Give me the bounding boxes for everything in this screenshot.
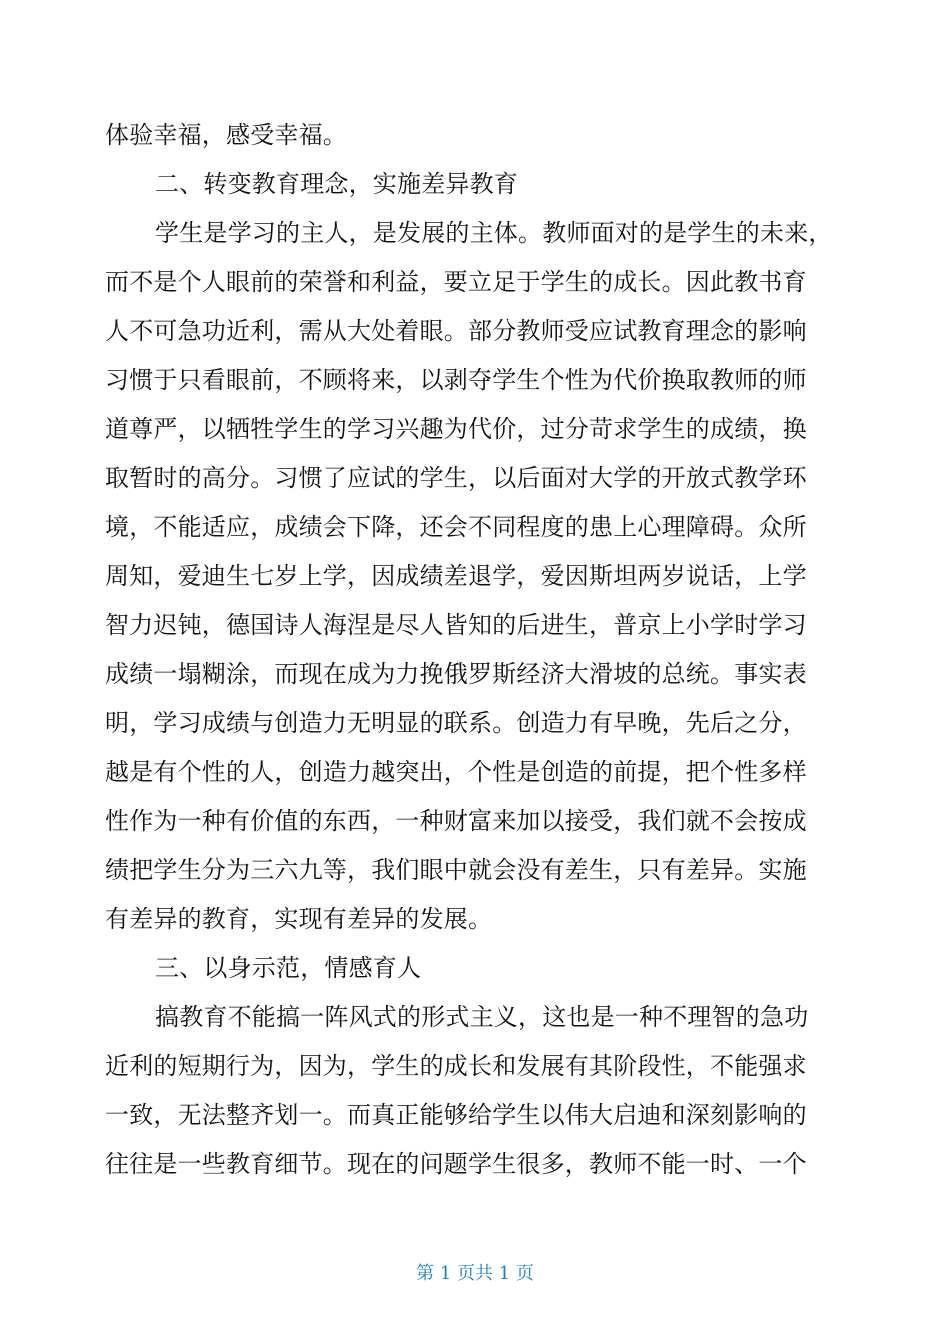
- text-line: 绩把学生分为三六九等，我们眼中就会没有差生，只有差异。实施: [105, 856, 807, 884]
- text-line: 学生是学习的主人，是发展的主体。教师面对的是学生的未来，: [155, 219, 833, 247]
- section-heading: 三、以身示范，情感育人: [155, 954, 422, 982]
- text-line: 一致，无法整齐划一。而真正能够给学生以伟大启迪和深刻影响的: [105, 1101, 807, 1129]
- section-heading: 二、转变教育理念，实施差异教育: [155, 170, 518, 198]
- text-line: 性作为一种有价值的东西，一种财富来加以接受，我们就不会按成: [105, 807, 807, 835]
- text-line: 明，学习成绩与创造力无明显的联系。创造力有早晚，先后之分，: [105, 709, 807, 737]
- page-number: 第 1 页共 1 页: [416, 1263, 534, 1284]
- text-line: 越是有个性的人，创造力越突出，个性是创造的前提，把个性多样: [105, 758, 807, 786]
- text-line: 而不是个人眼前的荣誉和利益，要立足于学生的成长。因此教书育: [105, 268, 807, 296]
- text-line: 往往是一些教育细节。现在的问题学生很多，教师不能一时、一个: [105, 1150, 807, 1178]
- text-line: 搞教育不能搞一阵风式的形式主义，这也是一种不理智的急功: [155, 1003, 809, 1031]
- text-line: 近利的短期行为，因为，学生的成长和发展有其阶段性，不能强求: [105, 1052, 807, 1080]
- text-line: 人不可急功近利，需从大处着眼。部分教师受应试教育理念的影响: [105, 317, 807, 345]
- text-line: 道尊严，以牺牲学生的学习兴趣为代价，过分苛求学生的成绩，换: [105, 415, 807, 443]
- text-line: 习惯于只看眼前，不顾将来，以剥夺学生个性为代价换取教师的师: [105, 366, 807, 394]
- text-line: 有差异的教育，实现有差异的发展。: [105, 905, 493, 933]
- text-line: 成绩一塌糊涂，而现在成为力挽俄罗斯经济大滑坡的总统。事实表: [105, 660, 807, 688]
- text-line: 智力迟钝，德国诗人海涅是尽人皆知的后进生，普京上小学时学习: [105, 611, 807, 639]
- text-line: 取暂时的高分。习惯了应试的学生，以后面对大学的开放式教学环: [105, 464, 807, 492]
- text-line: 周知，爱迪生七岁上学，因成绩差退学，爱因斯坦两岁说话，上学: [105, 562, 807, 590]
- text-line: 境，不能适应，成绩会下降，还会不同程度的患上心理障碍。众所: [105, 513, 807, 541]
- text-line: 体验幸福，感受幸福。: [105, 121, 347, 149]
